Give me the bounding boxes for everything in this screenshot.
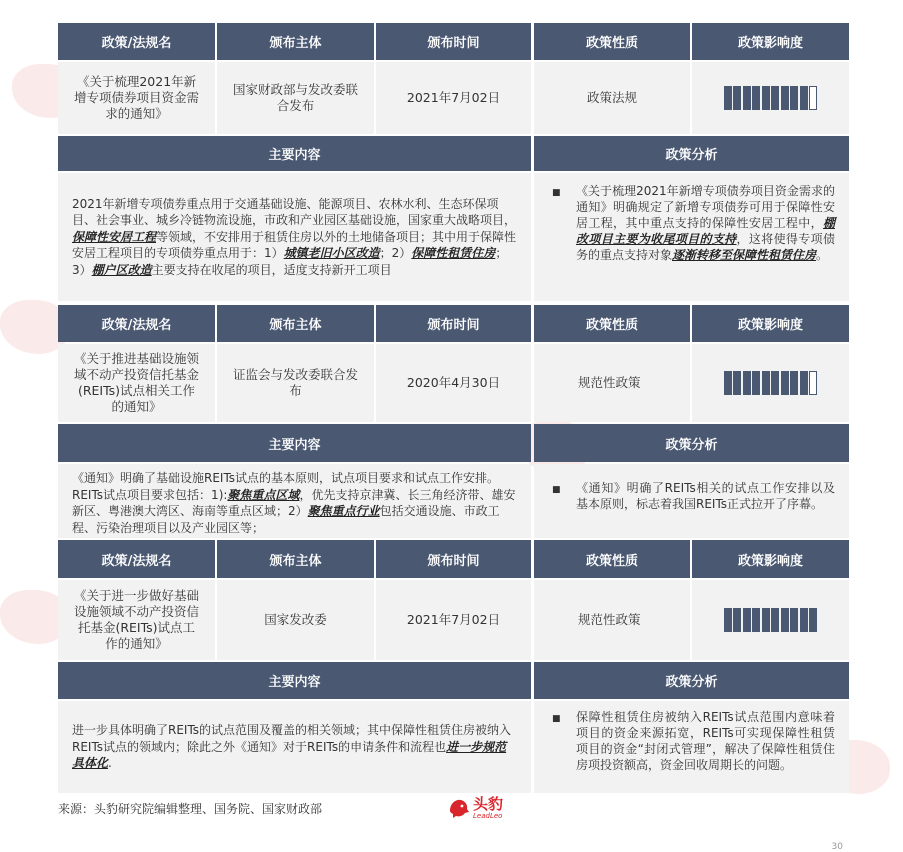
impact-bars xyxy=(724,608,818,632)
impact-segment xyxy=(781,608,789,632)
content-highlight: 保障性租赁住房 xyxy=(411,246,496,261)
content-text: ，优先支持京津冀、长三角经济带、雄安新区、粤港澳大湾区、海南等重点区域；2） xyxy=(72,487,516,518)
content-text: 包括交通设施、市政工程、污染治理项目以及产业园区等； xyxy=(72,504,500,535)
impact-segment xyxy=(800,371,808,395)
policy-analysis xyxy=(534,173,849,301)
impact-segment xyxy=(752,608,760,632)
header-analysis: 政策分析 xyxy=(534,424,849,462)
policy-name: 《关于推进基础设施领域不动产投资信托基金(REITs)试点相关工作的通知》 xyxy=(58,344,215,422)
impact-segment xyxy=(752,371,760,395)
analysis-text: 。 xyxy=(816,248,829,262)
header-policy-name: 政策/法规名 xyxy=(58,305,215,342)
header-issuer: 颁布主体 xyxy=(217,540,374,578)
impact-segment xyxy=(724,608,732,632)
policy-name: 《关于梳理2021年新增专项债券项目资金需求的通知》 xyxy=(58,62,215,134)
source-note: 来源：头豹研究院编辑整理、国务院、国家财政部 xyxy=(58,802,323,816)
header-policy-name: 政策/法规名 xyxy=(58,540,215,578)
main-content xyxy=(58,464,531,538)
impact-segment xyxy=(790,608,798,632)
impact-segment xyxy=(800,608,808,632)
analysis-text: ，这将使得专项债务的重点支持对象 xyxy=(576,232,835,262)
content-text: . xyxy=(108,756,112,771)
header-impact: 政策影响度 xyxy=(692,540,849,578)
main-content xyxy=(58,173,531,301)
impact-segment xyxy=(762,86,770,110)
analysis-highlight: 棚改项目主要为收尾项目的支持 xyxy=(576,216,835,246)
header-content: 主要内容 xyxy=(58,424,531,462)
impact-segment xyxy=(724,371,732,395)
policy-nature: 规范性政策 xyxy=(534,580,690,660)
impact-segment xyxy=(790,86,798,110)
issuer: 国家发改委 xyxy=(217,580,374,660)
content-text: 进一步具体明确了REITs的试点范围及覆盖的相关领域；其中保障性租赁住房被纳入REITs试点的领域内；除此之外《通知》对于REITs的申请条件和流程也 xyxy=(72,723,512,754)
impact-meter xyxy=(692,62,849,134)
impact-segment xyxy=(743,371,751,395)
content-highlight: 聚焦重点区域 xyxy=(227,487,300,502)
square-bullet-icon: ■ xyxy=(552,714,561,724)
policy-nature: 规范性政策 xyxy=(534,344,690,422)
impact-segment xyxy=(733,86,741,110)
header-impact: 政策影响度 xyxy=(692,305,849,342)
main-content xyxy=(58,701,531,793)
page-number: 30 xyxy=(831,842,843,852)
logo-text-en: LeadLeo xyxy=(473,812,503,820)
leopard-logo-icon xyxy=(448,797,470,819)
header-nature: 政策性质 xyxy=(534,540,690,578)
impact-segment xyxy=(762,371,770,395)
impact-segment xyxy=(762,608,770,632)
impact-segment xyxy=(733,371,741,395)
header-date: 颁布时间 xyxy=(376,23,531,60)
impact-segment xyxy=(809,608,817,632)
analysis-text: 保障性租赁住房被纳入REITs试点范围内意味着项目的资金来源拓宽，REITs可实现保障性租赁项目的资金“封闭式管理”，解决了保障性租赁住房项投资额高，资金回收周期长的问题。 xyxy=(576,710,835,772)
brand-logo xyxy=(448,796,503,820)
issue-date: 2021年7月02日 xyxy=(376,580,531,660)
content-text: 《通知》明确了基础设施REITs试点的基本原则，试点项目要求和试点工作安排。REITs试点项目要求包括：1): xyxy=(72,471,500,502)
impact-segment xyxy=(809,371,817,395)
content-highlight: 城镇老旧小区改造 xyxy=(283,246,380,261)
impact-segment xyxy=(790,371,798,395)
header-issuer: 颁布主体 xyxy=(217,23,374,60)
header-issuer: 颁布主体 xyxy=(217,305,374,342)
issuer: 证监会与发改委联合发布 xyxy=(217,344,374,422)
content-text: 等领域，不安排用于租赁住房以外的土地储备项目；其中用于保障性安居工程项目的专项债券重点用于：1） xyxy=(72,229,517,261)
content-text: 主要支持在收尾的项目，适度支持新开工项目 xyxy=(151,262,392,277)
square-bullet-icon: ■ xyxy=(552,188,561,198)
impact-meter xyxy=(692,580,849,660)
header-nature: 政策性质 xyxy=(534,23,690,60)
policy-analysis xyxy=(534,701,849,793)
issue-date: 2020年4月30日 xyxy=(376,344,531,422)
impact-bars xyxy=(724,371,818,395)
impact-segment xyxy=(724,86,732,110)
header-date: 颁布时间 xyxy=(376,305,531,342)
header-policy-name: 政策/法规名 xyxy=(58,23,215,60)
impact-segment xyxy=(771,608,779,632)
header-content: 主要内容 xyxy=(58,662,531,699)
impact-segment xyxy=(781,86,789,110)
header-analysis: 政策分析 xyxy=(534,136,849,171)
issue-date: 2021年7月02日 xyxy=(376,62,531,134)
content-highlight: 聚焦重点行业 xyxy=(307,504,380,518)
policy-analysis xyxy=(534,464,849,538)
impact-segment xyxy=(743,608,751,632)
impact-segment xyxy=(809,86,817,110)
impact-segment xyxy=(800,86,808,110)
square-bullet-icon: ■ xyxy=(552,485,561,495)
impact-segment xyxy=(771,86,779,110)
analysis-highlight: 逐渐转移至保障性租赁住房 xyxy=(672,248,817,262)
policy-nature: 政策法规 xyxy=(534,62,690,134)
content-text: ；3） xyxy=(72,246,508,277)
analysis-text: 《关于梳理2021年新增专项债券项目资金需求的通知》明确规定了新增专项债券可用于保障性安居工程，其中重点支持的保障性安居工程中， xyxy=(576,184,835,230)
policy-name: 《关于进一步做好基础设施领域不动产投资信托基金(REITs)试点工作的通知》 xyxy=(58,580,215,660)
logo-text-cn: 头豹 xyxy=(473,795,504,813)
content-highlight: 进一步规范具体化 xyxy=(72,739,507,771)
content-text: 2021年新增专项债券重点用于交通基础设施、能源项目、农林水利、生态环保项目、社会事业、城乡冷链物流设施，市政和产业园区基础设施，国家重大战略项目， xyxy=(72,196,517,228)
impact-segment xyxy=(771,371,779,395)
impact-bars xyxy=(724,86,818,110)
impact-segment xyxy=(743,86,751,110)
header-impact: 政策影响度 xyxy=(692,23,849,60)
impact-meter xyxy=(692,344,849,422)
impact-segment xyxy=(733,608,741,632)
header-analysis: 政策分析 xyxy=(534,662,849,699)
header-nature: 政策性质 xyxy=(534,305,690,342)
header-content: 主要内容 xyxy=(58,136,531,171)
analysis-text: 《通知》明确了REITs相关的试点工作安排以及基本原则，标志着我国REITs正式拉开了序幕。 xyxy=(576,481,835,511)
issuer: 国家财政部与发改委联合发布 xyxy=(217,62,374,134)
impact-segment xyxy=(752,86,760,110)
content-highlight: 保障性安居工程 xyxy=(72,229,157,244)
content-highlight: 棚户区改造 xyxy=(91,262,152,277)
header-date: 颁布时间 xyxy=(376,540,531,578)
impact-segment xyxy=(781,371,789,395)
content-text: ；2） xyxy=(379,246,412,261)
